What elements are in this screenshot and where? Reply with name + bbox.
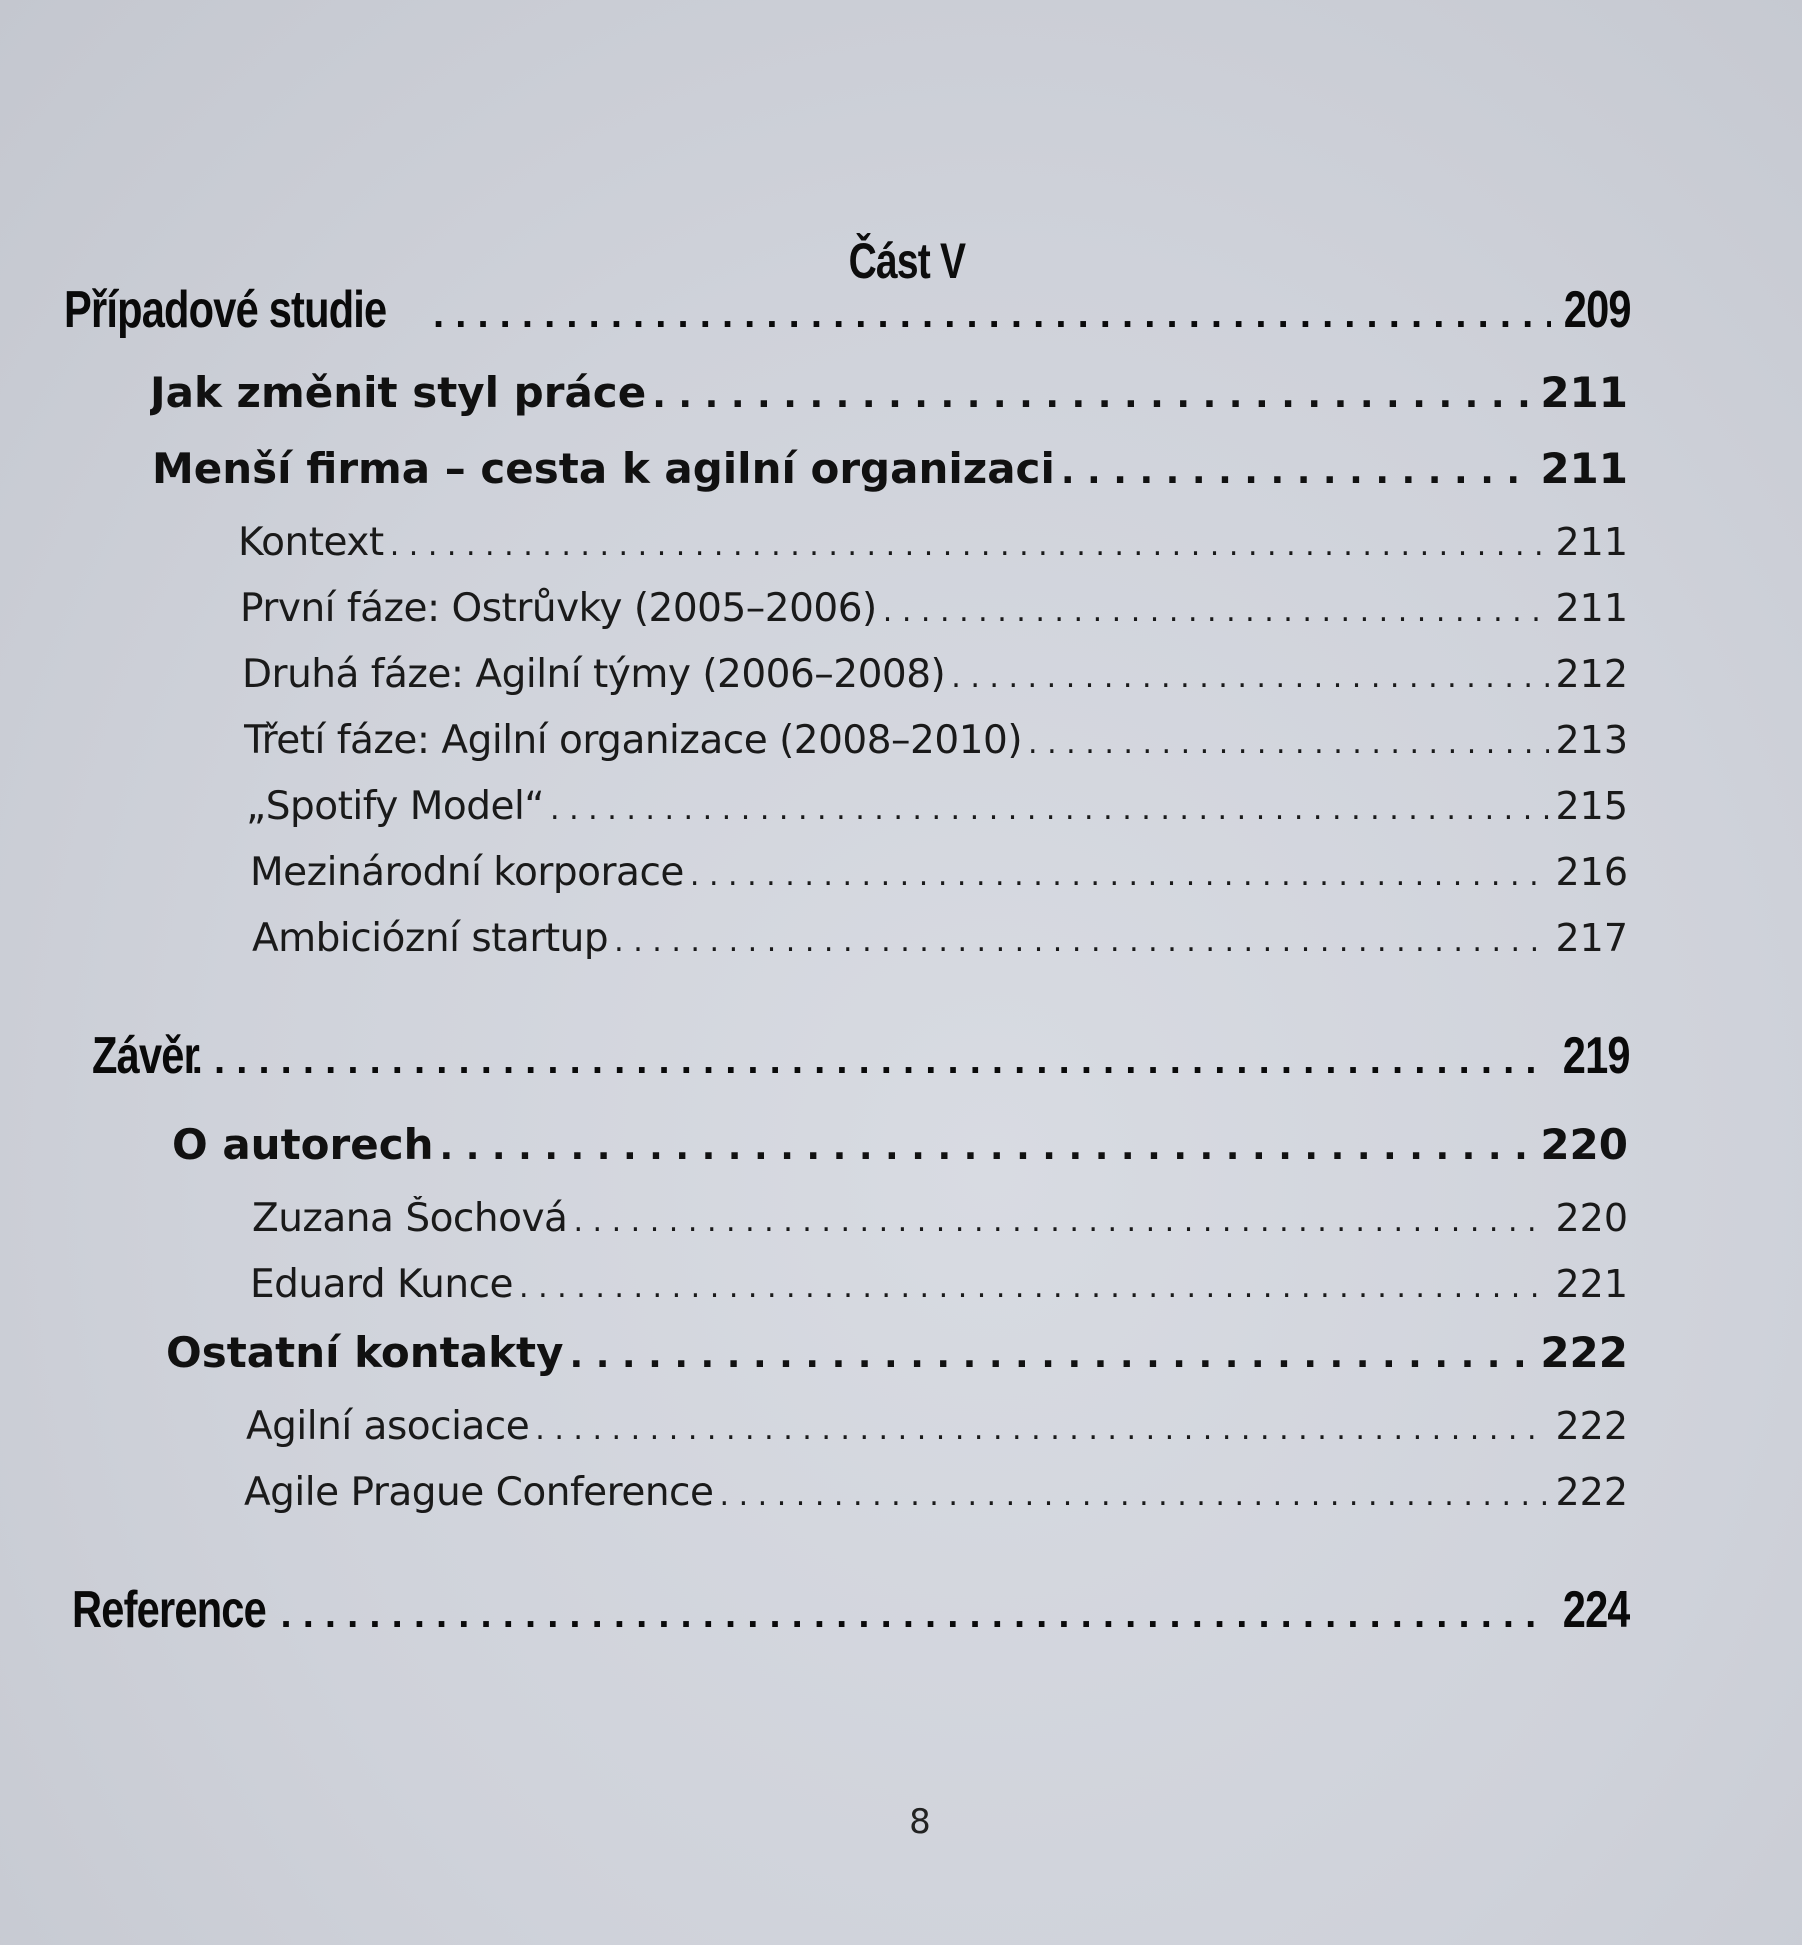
toc-entry-page: 222 — [1555, 1470, 1628, 1514]
toc-entry-page: 211 — [1540, 368, 1628, 417]
dot-leader — [390, 528, 1550, 563]
toc-entry-subsection — [240, 586, 1628, 631]
toc-entry-subsection — [238, 520, 1628, 565]
toc-entry-label: O autorech — [172, 1120, 434, 1169]
dot-leader — [690, 858, 1550, 893]
toc-entry-page: 220 — [1555, 1196, 1628, 1240]
toc-entry-subsection — [246, 1404, 1628, 1449]
toc-entry-subsection — [242, 652, 1628, 697]
toc-entry-subsection — [252, 916, 1628, 961]
toc-entry-chapter — [166, 1328, 1628, 1377]
dot-leader — [569, 1335, 1534, 1376]
toc-entry-label: Reference — [72, 1581, 266, 1639]
toc-entry-label: Jak změnit styl práce — [150, 368, 647, 417]
toc-entry-subsection — [244, 718, 1628, 763]
dot-leader — [192, 1038, 1550, 1083]
dot-leader — [1028, 726, 1549, 761]
toc-entry-label: Mezinárodní korporace — [250, 850, 684, 895]
toc-entry-subsection — [244, 1470, 1628, 1515]
dot-leader — [951, 660, 1549, 695]
toc-entry-label: Ambiciózní startup — [252, 916, 609, 961]
toc-entry-page: 224 — [1562, 1581, 1630, 1639]
dot-leader — [519, 1270, 1549, 1305]
toc-entry-page: 216 — [1555, 850, 1628, 894]
toc-entry-section — [64, 280, 1631, 340]
toc-entry-page: 219 — [1562, 1027, 1630, 1085]
toc-entry-label: Agile Prague Conference — [244, 1470, 714, 1515]
dot-leader — [652, 375, 1534, 416]
toc-entry-section — [92, 1026, 1630, 1086]
toc-entry-label: Zuzana Šochová — [252, 1196, 568, 1241]
toc-entry-page: 217 — [1555, 916, 1628, 960]
dot-leader — [1061, 451, 1534, 492]
toc-entry-label: Druhá fáze: Agilní týmy (2006–2008) — [242, 652, 946, 697]
toc-entry-page: 222 — [1540, 1328, 1628, 1377]
toc-entry-label: Eduard Kunce — [250, 1262, 514, 1307]
toc-entry-label: První fáze: Ostrůvky (2005–2006) — [240, 586, 877, 631]
toc-entry-label: Závěr — [92, 1027, 200, 1085]
toc-entry-subsection — [250, 1262, 1628, 1307]
toc-entry-page: 209 — [1563, 281, 1631, 339]
toc-entry-label: Agilní asociace — [246, 1404, 530, 1449]
toc-entry-label: Kontext — [238, 520, 384, 565]
dot-leader — [720, 1478, 1550, 1513]
toc-entry-chapter — [152, 444, 1628, 493]
dot-leader — [883, 594, 1550, 629]
page-number: 8 — [909, 1802, 931, 1842]
toc-entry-label: Případové studie — [64, 281, 387, 339]
toc-entry-page: 215 — [1555, 784, 1628, 828]
toc-entry-subsection — [252, 1196, 1628, 1241]
part-title: Část V — [848, 233, 966, 289]
toc-entry-page: 220 — [1540, 1120, 1628, 1169]
toc-entry-chapter — [172, 1120, 1628, 1169]
toc-entry-page: 222 — [1555, 1404, 1628, 1448]
toc-entry-page: 211 — [1540, 444, 1628, 493]
toc-entry-page: 221 — [1555, 1262, 1628, 1306]
toc-entry-subsection — [246, 784, 1628, 829]
toc-entry-label: Třetí fáze: Agilní organizace (2008–2010) — [244, 718, 1023, 763]
toc-entry-page: 211 — [1555, 520, 1628, 564]
toc-entry-page: 211 — [1555, 586, 1628, 630]
toc-entry-chapter — [150, 368, 1628, 417]
dot-leader — [535, 1412, 1549, 1447]
toc-entry-section — [72, 1580, 1630, 1640]
toc-entry-label: Menší firma – cesta k agilní organizaci — [152, 444, 1055, 493]
dot-leader — [614, 924, 1549, 959]
toc-entry-label: „Spotify Model“ — [246, 784, 545, 829]
toc-entry-page: 213 — [1555, 718, 1628, 762]
dot-leader — [280, 1592, 1550, 1637]
toc-entry-subsection — [250, 850, 1628, 895]
toc-entry-label: Ostatní kontakty — [166, 1328, 564, 1377]
dot-leader — [573, 1204, 1549, 1239]
dot-leader — [440, 1127, 1535, 1168]
dot-leader — [433, 292, 1551, 337]
toc-entry-page: 212 — [1555, 652, 1628, 696]
dot-leader — [550, 792, 1549, 827]
